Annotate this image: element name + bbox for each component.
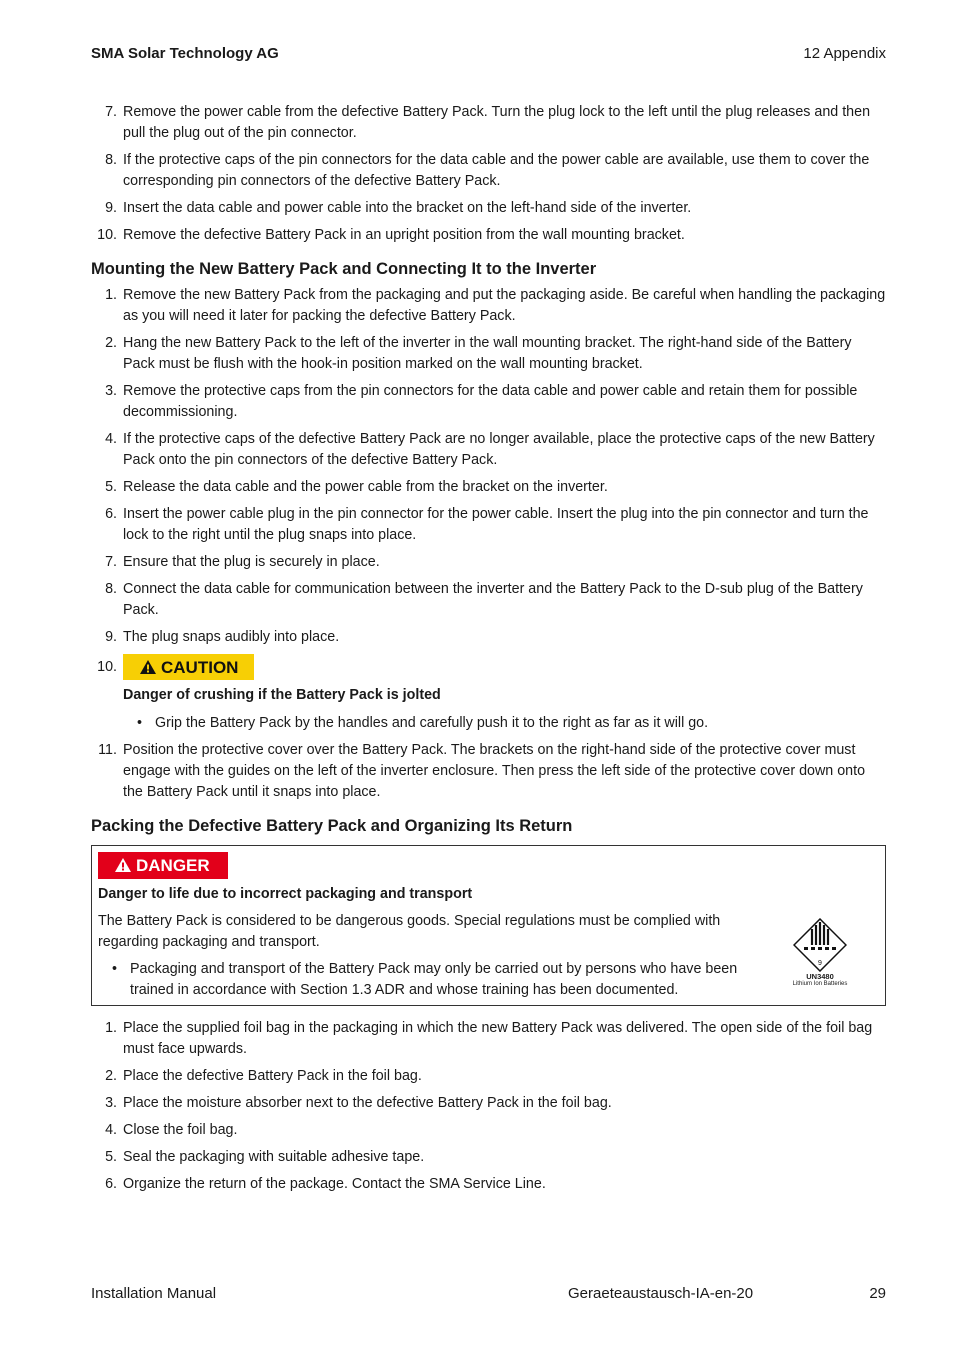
svg-text:9: 9 xyxy=(818,960,822,967)
danger-text: The Battery Pack is considered to be dangerous goods. Special regulations must be complied with regarding packaging and transport. xyxy=(98,913,721,950)
un-description: Lithium Ion Batteries xyxy=(792,981,848,987)
removal-steps xyxy=(91,102,886,246)
list-item: 5. Release the data cable and the power cable from the bracket on the inverter. xyxy=(105,479,608,495)
list-item: 5. Seal the packaging with suitable adhesive tape. xyxy=(105,1149,425,1165)
list-item: 4. Close the foil bag. xyxy=(105,1122,238,1138)
list-item: 8. If the protective caps of the pin connectors for the data cable and the power cable are available, use them to cover the corresponding pin connectors of the defective Battery Pack. xyxy=(105,152,870,189)
list-item: 2. Hang the new Battery Pack to the left of the inverter in the wall mounting bracket. The right-hand side of the Battery Pack must be flush with the hook-in position marked on the wall mounting bracket. xyxy=(105,335,852,372)
manual-title: Installation Manual xyxy=(91,1285,217,1302)
mounting-heading: Mounting the New Battery Pack and Connecting It to the Inverter xyxy=(91,260,597,278)
list-item: 4. If the protective caps of the defective Battery Pack are no longer available, place the protective caps of the new Battery Pack onto the pin connectors of the defective Battery Pack. xyxy=(105,431,875,468)
list-item: 1. Remove the new Battery Pack from the packaging and put the packaging aside. Be careful when handling the packaging as you will need it later for packing the defective Battery Pack. xyxy=(105,287,886,324)
list-item: 1. Place the supplied foil bag in the packaging in which the new Battery Pack was delivered. The open side of the foil bag must face upwards. xyxy=(105,1020,873,1057)
caution-title: Danger of crushing if the Battery Pack is jolted xyxy=(123,687,441,703)
danger-bullet: • Packaging and transport of the Battery Pack may only be carried out by persons who have been trained in accordance with Section 1.3 ADR and whose training has been documented. xyxy=(112,961,738,998)
mounting-steps xyxy=(91,285,886,803)
list-item: 9. The plug snaps audibly into place. xyxy=(105,629,340,645)
list-item: 3. Remove the protective caps from the pin connectors for the data cable and power cable and retain them for possible decommissioning. xyxy=(105,383,858,420)
list-item: 7. Remove the power cable from the defective Battery Pack. Turn the plug lock to the left until the plug releases and then pull the plug out of the pin connector. xyxy=(105,104,871,141)
caution-bullet: • Grip the Battery Pack by the handles and carefully push it to the right as far as it will go. xyxy=(137,715,709,731)
list-item: 10. Remove the defective Battery Pack in an upright position from the wall mounting bracket. xyxy=(97,227,685,243)
packing-steps xyxy=(91,1018,886,1195)
class9-hazard-icon xyxy=(793,918,847,972)
list-item: 2. Place the defective Battery Pack in the foil bag. xyxy=(105,1068,422,1084)
list-item: 7. Ensure that the plug is securely in place. xyxy=(105,554,380,570)
danger-badge: DANGER xyxy=(98,852,228,879)
list-item: 6. Insert the power cable plug in the pin connector for the power cable. Insert the plug into the pin connector and turn the lock to the right until the plug snaps into place. xyxy=(105,506,869,543)
list-item: 11. Position the protective cover over the Battery Pack. The brackets on the right-hand side of the protective cover must engage with the guides on the left of the inverter enclosure. Then press the left side of the protective cover down onto the Battery Pack until it snaps into place. xyxy=(98,742,866,800)
section-title: 12 Appendix xyxy=(803,45,886,62)
un-number: UN3480 xyxy=(806,972,834,981)
warning-icon xyxy=(139,659,157,675)
page-number: 29 xyxy=(869,1285,886,1302)
caution-step: 10. CAUTION Danger of crushing if the Battery Pack is jolted • Grip the Battery Pack by the handles and carefully push it to the right as far as it will go. xyxy=(91,654,886,734)
list-item: 3. Place the moisture absorber next to the defective Battery Pack in the foil bag. xyxy=(105,1095,612,1111)
danger-notice xyxy=(91,845,886,1006)
danger-title: Danger to life due to incorrect packaging and transport xyxy=(98,886,473,902)
warning-icon xyxy=(114,857,132,873)
page-footer xyxy=(91,1283,886,1305)
packing-heading: Packing the Defective Battery Pack and Organizing Its Return xyxy=(91,817,573,835)
document-id: Geraeteaustausch-IA-en-20 xyxy=(568,1285,754,1302)
company-name: SMA Solar Technology AG xyxy=(91,45,279,62)
page-header xyxy=(91,43,886,65)
list-item: 9. Insert the data cable and power cable into the bracket on the left-hand side of the inverter. xyxy=(105,200,692,216)
caution-badge: CAUTION xyxy=(123,654,254,680)
dangerous-goods-label xyxy=(785,918,855,988)
page-content xyxy=(91,102,886,1201)
list-item: 8. Connect the data cable for communication between the inverter and the Battery Pack to the D-sub plug of the Battery Pack. xyxy=(105,581,863,618)
list-item: 6. Organize the return of the package. Contact the SMA Service Line. xyxy=(105,1176,546,1192)
